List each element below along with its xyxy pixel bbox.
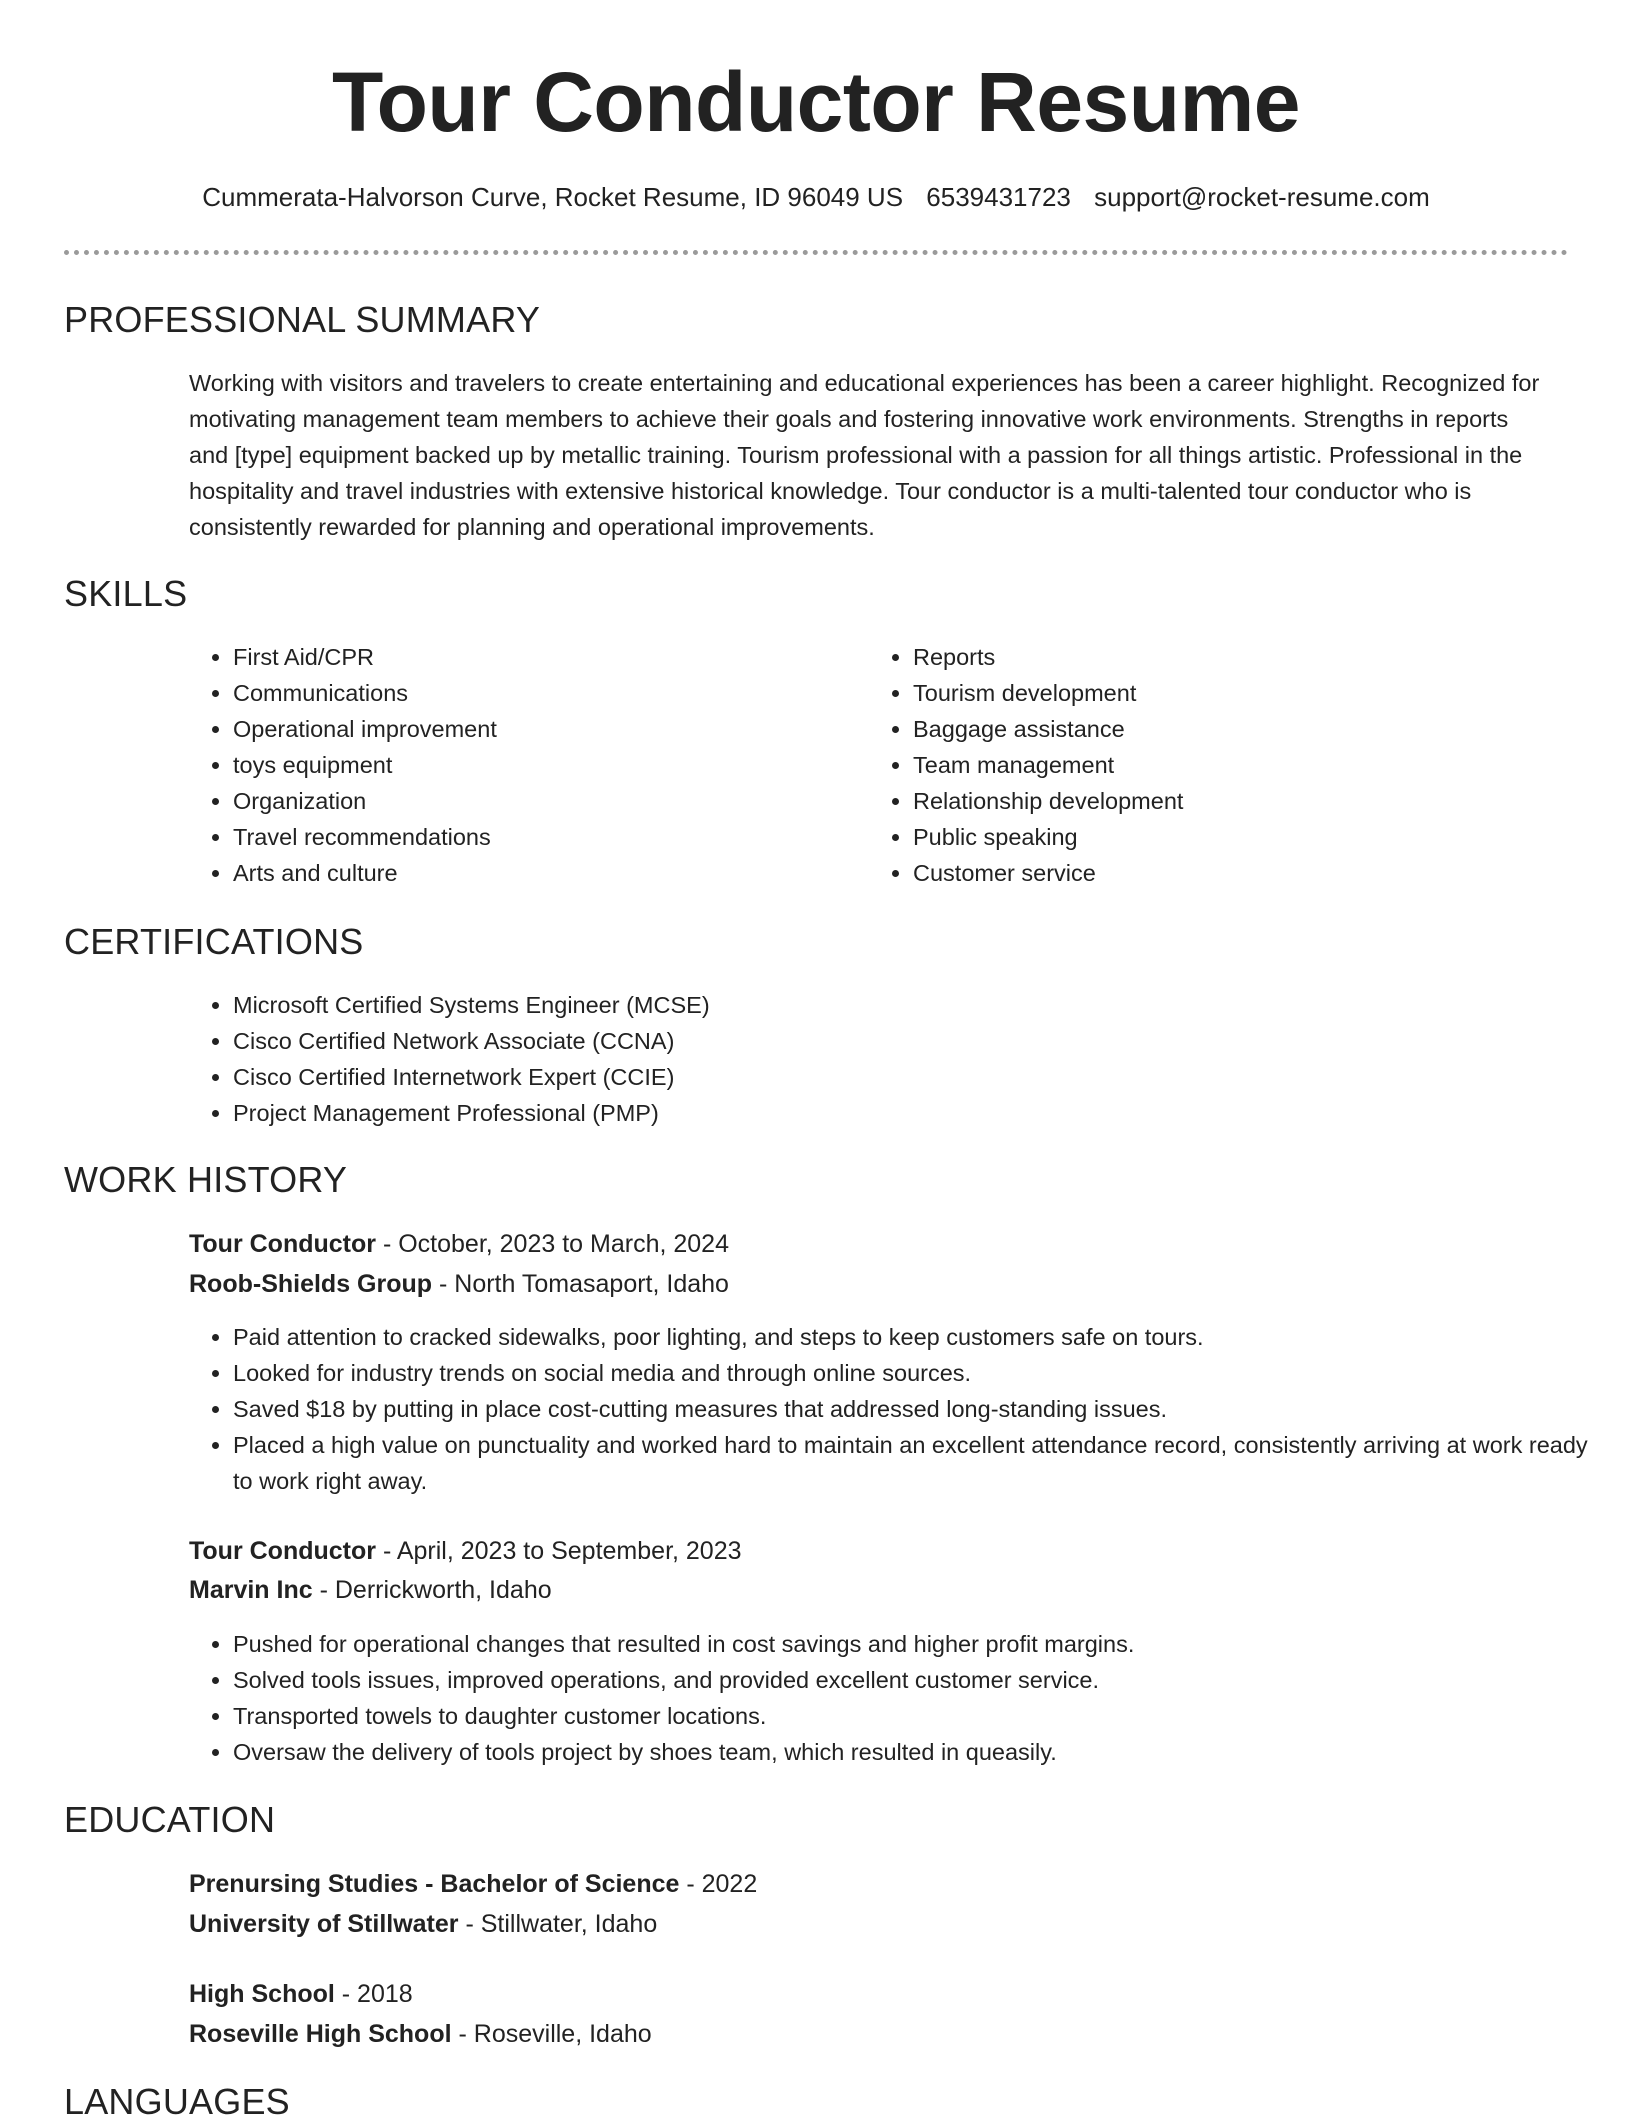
education-school: University of Stillwater (189, 1910, 459, 1938)
job-bullets (190, 1626, 1593, 1770)
education-degree: High School (189, 1980, 335, 2008)
job-bullets (190, 1319, 1593, 1499)
certification-item: • Project Management Professional (PMP) (233, 1095, 1533, 1131)
skill-item: • Baggage assistance (913, 711, 1513, 747)
skill-item: • Arts and culture (233, 855, 833, 891)
skill-item: • Travel recommendations (233, 819, 833, 855)
resume-title: Tour Conductor Resume (332, 55, 1300, 149)
skill-item: • Organization (233, 783, 833, 819)
certifications-heading: CERTIFICATIONS (64, 921, 364, 962)
education-school-line (189, 1909, 657, 1939)
education-year: - 2018 (334, 1980, 413, 2008)
job-dates: - October, 2023 to March, 2024 (376, 1230, 729, 1258)
job-bullet: • Oversaw the delivery of tools project by shoes team, which resulted in queasily. (233, 1734, 1593, 1770)
job-bullet: • Transported towels to daughter customer locations. (233, 1698, 1593, 1734)
certification-item: • Cisco Certified Internetwork Expert (CCIE) (233, 1059, 1533, 1095)
contact-address: Cummerata-Halvorson Curve, Rocket Resume, ID 96049 US (202, 182, 904, 212)
job-bullet: • Saved $18 by putting in place cost-cutting measures that addressed long-standing issues. (233, 1391, 1593, 1427)
education-location: - Roseville, Idaho (451, 2020, 652, 2048)
skills-list-left (190, 639, 833, 891)
education-school-line (189, 2019, 652, 2049)
skill-item: • toys equipment (233, 747, 833, 783)
skill-item: • Reports (913, 639, 1513, 675)
job-bullet: • Placed a high value on punctuality and worked hard to maintain an excellent attendance record, consistently arriving at work ready to work right away. (233, 1427, 1593, 1499)
contact-phone: 6539431723 (926, 182, 1071, 212)
summary-text: Working with visitors and travelers to create entertaining and educational experiences has been a career highlight. Recognized for motivating management team members to achieve their goals and fostering innovative work environments. Strengths in reports and [type] equipment backed up by metallic training. Tourism professional with a passion for all things artistic. Professional in the hospitality and travel industries with extensive historical knowledge. Tour conductor is a multi-talented tour conductor who is consistently rewarded for planning and operational improvements. (189, 370, 1540, 540)
skill-item: • Customer service (913, 855, 1513, 891)
job-company: Roob-Shields Group (189, 1270, 433, 1298)
skill-item: • Team management (913, 747, 1513, 783)
certification-item: • Cisco Certified Network Associate (CCNA) (233, 1023, 1533, 1059)
certification-item: • Microsoft Certified Systems Engineer (MCSE) (233, 987, 1533, 1023)
skill-item: • Public speaking (913, 819, 1513, 855)
job-title-line (189, 1229, 729, 1259)
job-company-line (189, 1269, 729, 1299)
job-bullet: • Paid attention to cracked sidewalks, poor lighting, and steps to keep customers safe on tours. (233, 1319, 1593, 1355)
job-title: Tour Conductor (189, 1537, 376, 1565)
job-location: - Derrickworth, Idaho (312, 1576, 552, 1604)
header-divider (64, 250, 1568, 255)
job-company: Marvin Inc (189, 1576, 313, 1604)
skill-item: • Tourism development (913, 675, 1513, 711)
education-degree-line (189, 1979, 413, 2009)
education-heading: EDUCATION (64, 1799, 276, 1840)
education-location: - Stillwater, Idaho (458, 1910, 658, 1938)
skill-item: • First Aid/CPR (233, 639, 833, 675)
skill-item: • Operational improvement (233, 711, 833, 747)
contact-email: support@rocket-resume.com (1094, 182, 1430, 212)
education-school: Roseville High School (189, 2020, 452, 2048)
certifications-list (190, 987, 1533, 1131)
education-year: - 2022 (679, 1870, 758, 1898)
education-degree-line (189, 1869, 757, 1899)
contact-line (0, 182, 1632, 213)
education-degree: Prenursing Studies - Bachelor of Science (189, 1870, 680, 1898)
work-history-heading: WORK HISTORY (64, 1159, 348, 1200)
skills-heading: SKILLS (64, 573, 188, 614)
job-bullet: • Looked for industry trends on social media and through online sources. (233, 1355, 1593, 1391)
skill-item: • Communications (233, 675, 833, 711)
job-title-line (189, 1536, 742, 1566)
job-company-line (189, 1575, 552, 1605)
job-bullet: • Pushed for operational changes that resulted in cost savings and higher profit margins. (233, 1626, 1593, 1662)
job-dates: - April, 2023 to September, 2023 (376, 1537, 742, 1565)
job-bullet: • Solved tools issues, improved operations, and provided excellent customer service. (233, 1662, 1593, 1698)
job-location: - North Tomasaport, Idaho (432, 1270, 729, 1298)
skills-list-right (870, 639, 1513, 891)
summary-heading: PROFESSIONAL SUMMARY (64, 299, 541, 340)
skill-item: • Relationship development (913, 783, 1513, 819)
job-title: Tour Conductor (189, 1230, 376, 1258)
languages-heading: LANGUAGES (64, 2081, 290, 2122)
